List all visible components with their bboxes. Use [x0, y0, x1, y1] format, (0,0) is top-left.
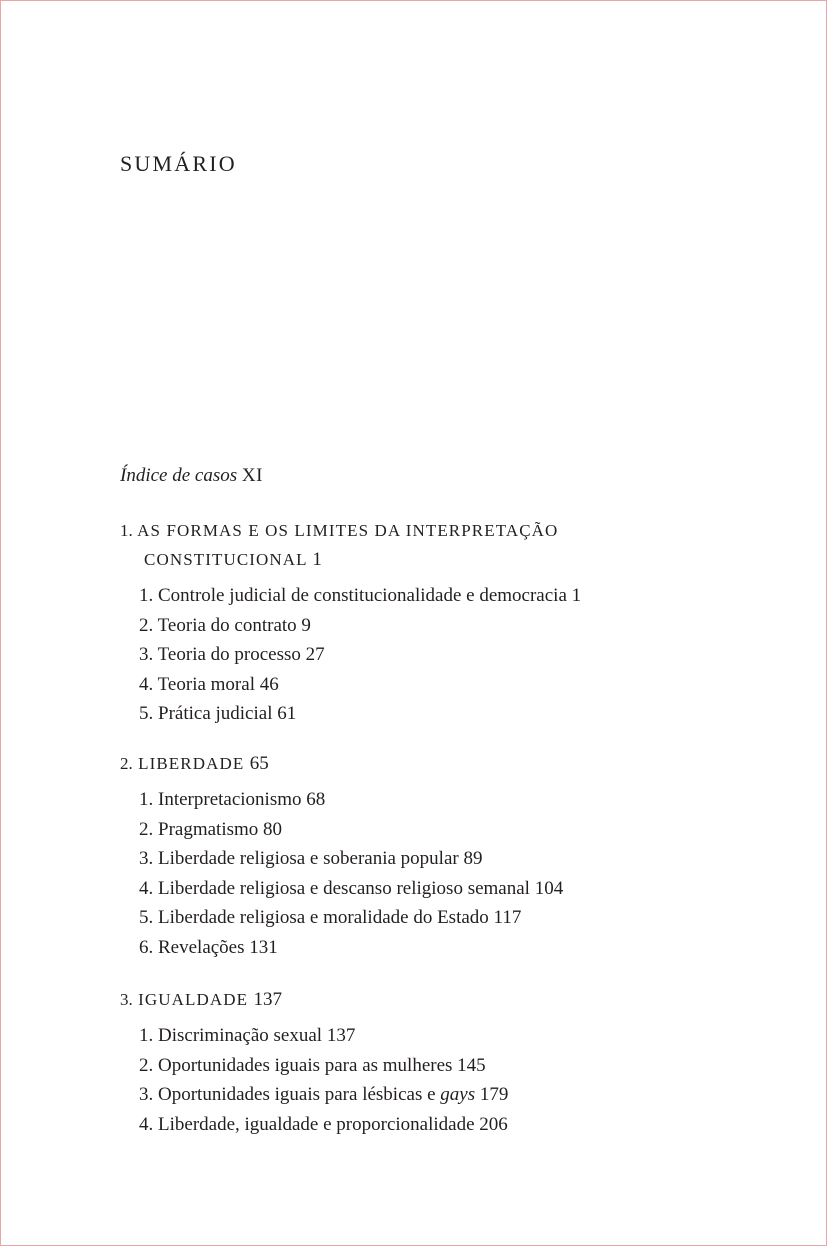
section-list: [120, 785, 720, 962]
chapter-title: IGUALDADE: [138, 990, 249, 1009]
section-item: 3. Teoria do processo 27: [139, 644, 325, 665]
chapter-number: 2.: [120, 754, 133, 773]
chapter-number: 3.: [120, 990, 133, 1009]
chapter-title: LIBERDADE: [138, 754, 245, 773]
chapter-number: 1.: [120, 521, 133, 540]
section-list: [120, 581, 720, 729]
section-item: 4. Liberdade religiosa e descanso religioso semanal 104: [139, 877, 564, 899]
section-item: 5. Prática judicial 61: [139, 703, 297, 724]
chapter-heading: [120, 749, 720, 778]
section-list: [120, 1021, 720, 1139]
chapter-page: 137: [253, 989, 282, 1010]
section-item: 4. Teoria moral 46: [139, 673, 279, 695]
section-item: 1. Interpretacionismo 68: [139, 789, 326, 810]
index-of-cases-entry: [120, 465, 263, 487]
index-of-cases-label: Índice de casos: [120, 465, 238, 486]
section-item: 6. Revelações 131: [139, 936, 278, 958]
section-item: 5. Liberdade religiosa e moralidade do Estado 117: [139, 907, 522, 928]
chapter-heading: [120, 516, 720, 574]
section-item: 3. Liberdade religiosa e soberania popular 89: [139, 848, 483, 869]
chapter-title: AS FORMAS E OS LIMITES DA INTERPRETAÇÃO: [137, 521, 559, 540]
index-of-cases-page: XI: [241, 465, 263, 486]
chapter-heading: [120, 985, 720, 1014]
section-item: 2. Oportunidades iguais para as mulheres 145: [139, 1054, 486, 1076]
section-emphasis: gays: [440, 1084, 476, 1105]
chapter-page: 65: [249, 753, 269, 774]
chapter-2: [120, 749, 720, 962]
section-item: 2. Pragmatismo 80: [139, 818, 283, 840]
chapter-title-continued: [120, 545, 720, 574]
chapter-1: [120, 516, 720, 729]
section-item: 1. Discriminação sexual 137: [139, 1025, 356, 1046]
chapter-title-line2: CONSTITUCIONAL: [144, 550, 308, 569]
chapter-page: 1: [312, 549, 322, 570]
section-page: 179: [475, 1084, 509, 1105]
section-item: 4. Liberdade, igualdade e proporcionalidade 206: [139, 1113, 508, 1135]
chapter-3: [120, 985, 720, 1139]
section-item: 1. Controle judicial de constitucionalidade e democracia 1: [139, 585, 582, 606]
page-title: SUMÁRIO: [120, 151, 237, 176]
section-item: [139, 1080, 720, 1110]
section-item: 2. Teoria do contrato 9: [139, 614, 311, 636]
section-text: 3. Oportunidades iguais para lésbicas e: [139, 1084, 441, 1105]
